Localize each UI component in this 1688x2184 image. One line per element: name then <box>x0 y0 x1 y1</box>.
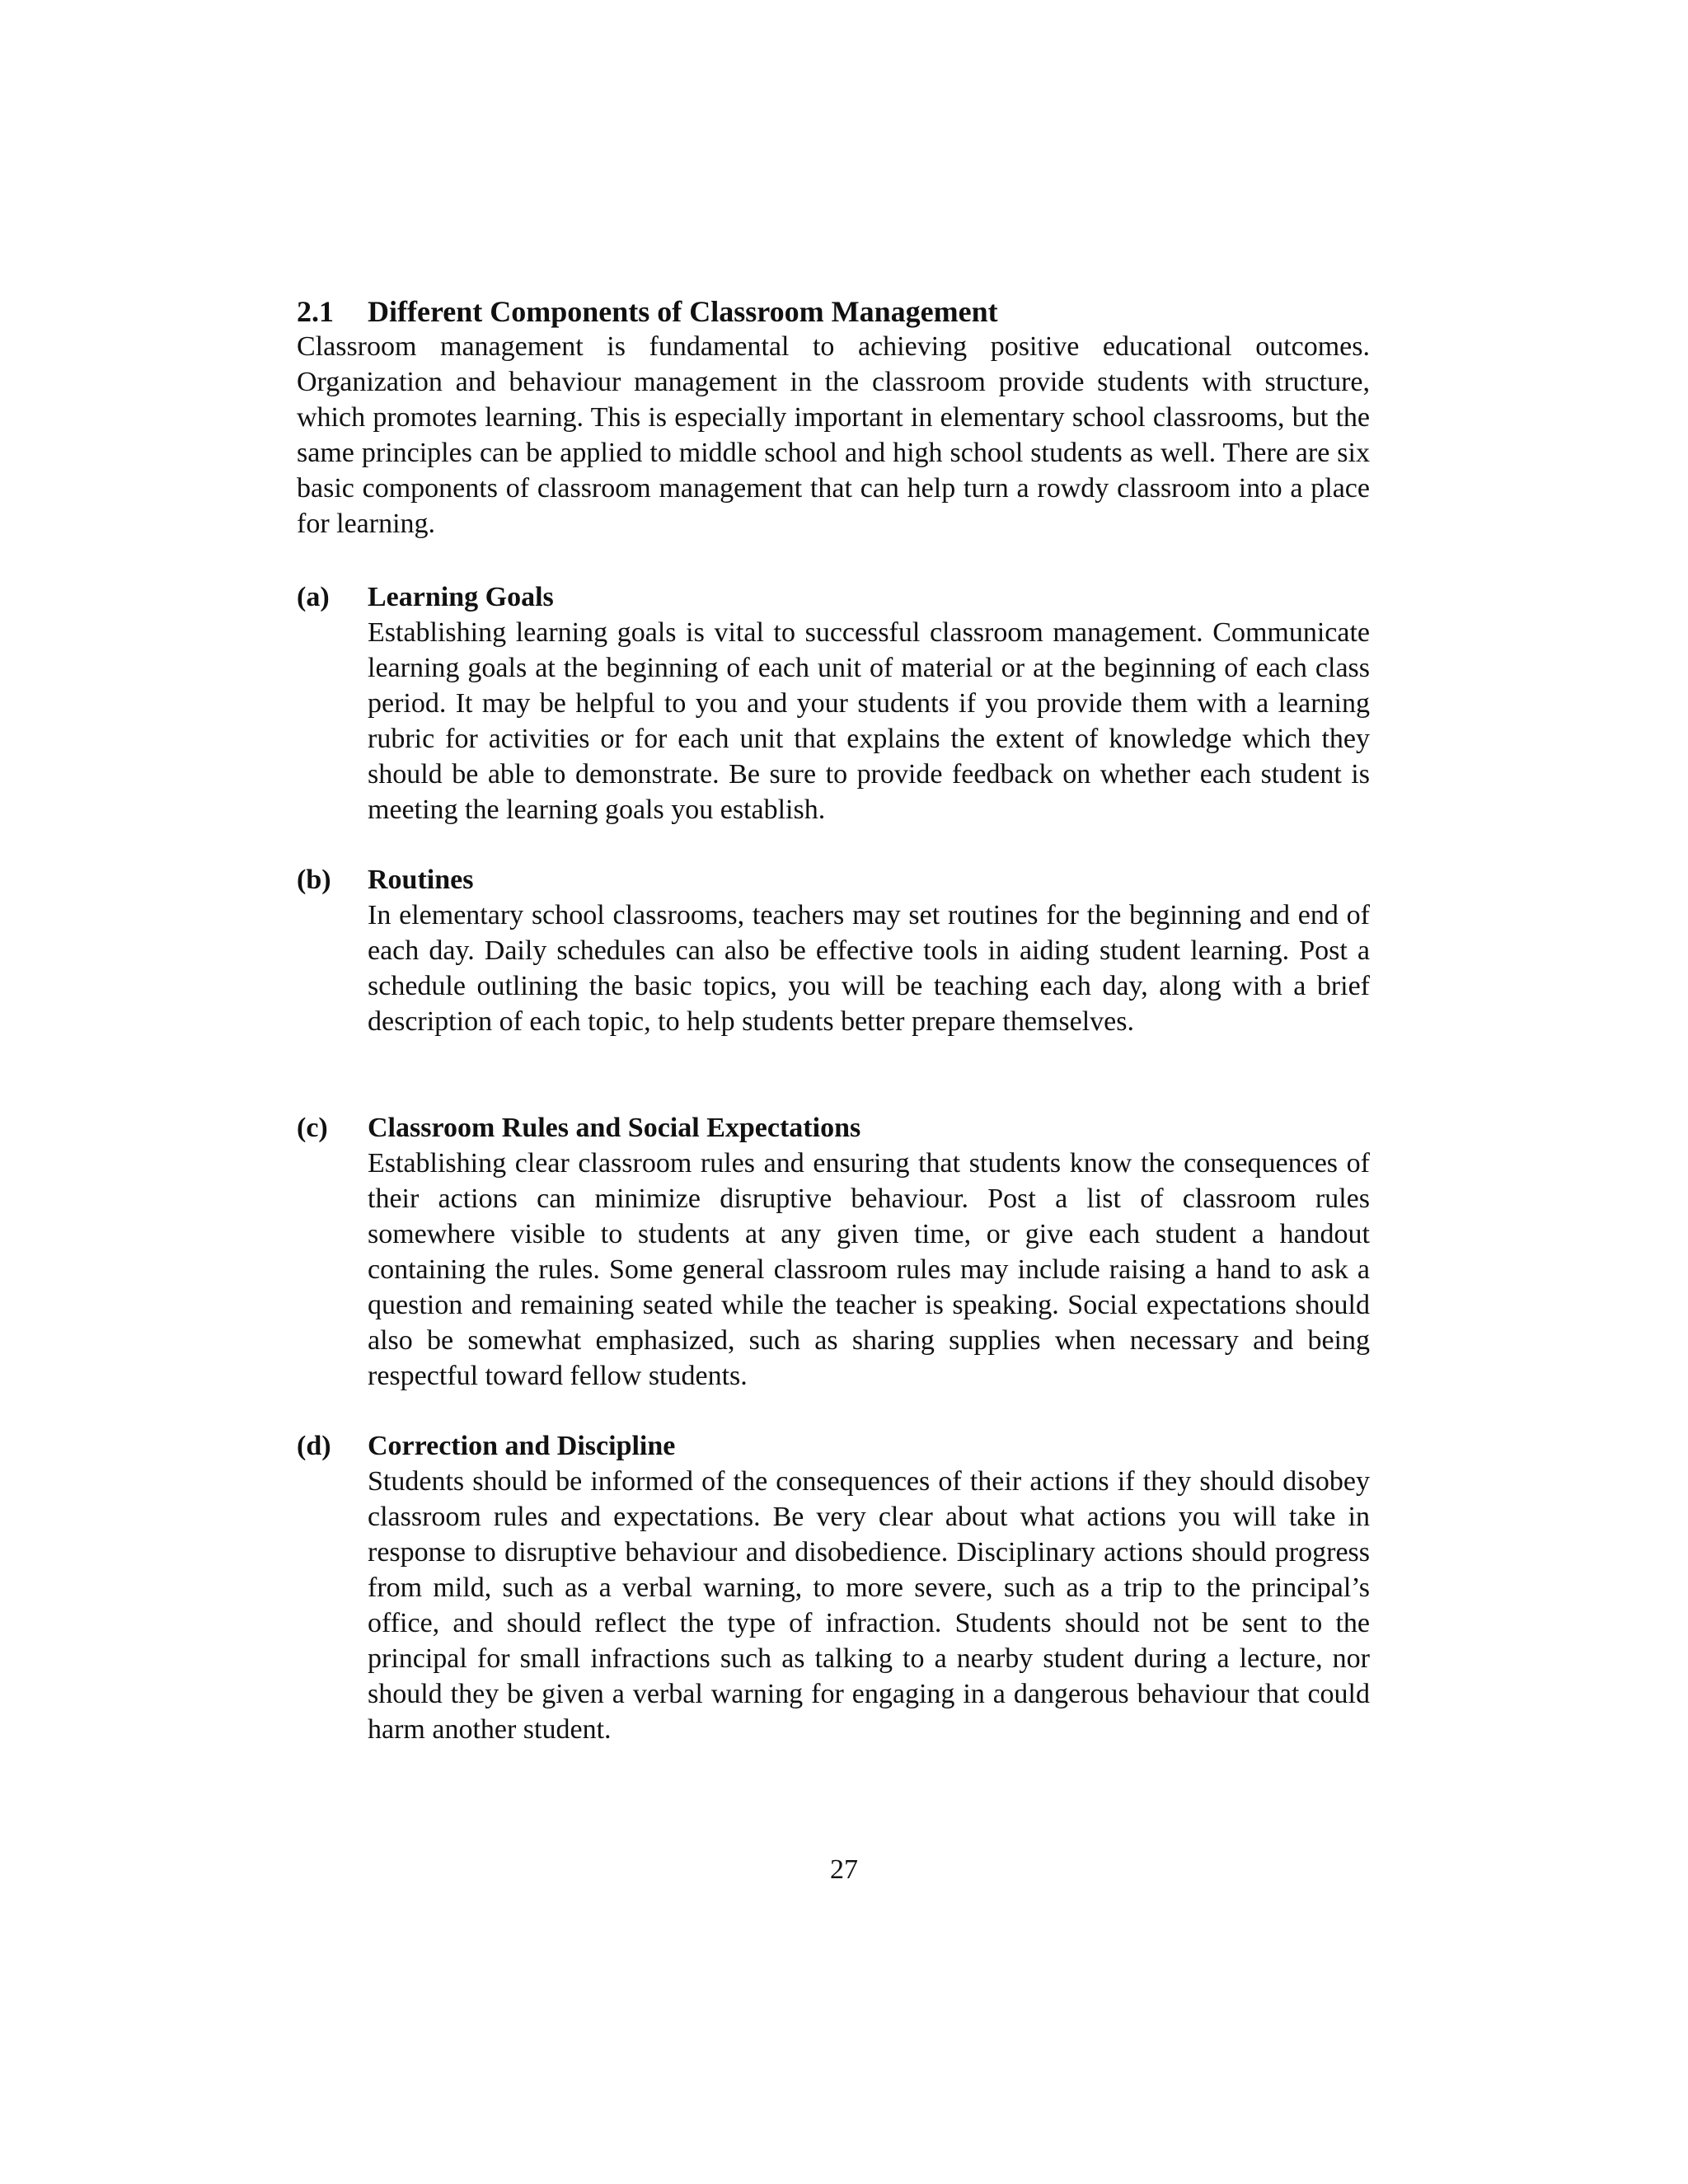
item-label: (a) <box>297 582 330 612</box>
intro-paragraph: Classroom management is fundamental to achieving positive educational outcomes. Organization and behaviour management in the classroom provide students with structure, which promotes learning. This is especially important in elementary school classrooms, but the same principles can be applied to middle school and high school students as well. There are six basic components of classroom management that can help turn a rowdy classroom into a place for learning. <box>297 331 1370 539</box>
item-text: Establishing learning goals is vital to successful classroom management. Communicate learning goals at the beginning of each unit of material or at the beginning of each class period. It may be helpful to you and your students if you provide them with a learning rubric for activities or for each unit that explains the extent of knowledge which they should be able to demonstrate. Be sure to provide feedback on whether each student is meeting the learning goals you establish. <box>368 617 1370 825</box>
section-number: 2.1 <box>297 295 334 328</box>
item-text: Establishing clear classroom rules and ensuring that students know the consequences of their actions can minimize disruptive behaviour. Post a list of classroom rules somewhere visible to students at any given time, or give each student a handout containing the rules. Some general classroom rules may include raising a hand to ask a question and remaining seated while the teacher is speaking. Social expectations should also be somewhat emphasized, such as sharing supplies when necessary and being respectful toward fellow students. <box>368 1148 1370 1391</box>
item-title: Correction and Discipline <box>368 1431 676 1461</box>
section-heading <box>297 293 998 330</box>
page-number: 27 <box>830 1854 858 1885</box>
item-text: Students should be informed of the consequences of their actions if they should disobey classroom rules and expectations. Be very clear about what actions you will take in response to disruptive behaviour and disobedience. Disciplinary actions should progress from mild, such as a verbal warning, to more severe, such as a trip to the principal’s office, and should reflect the type of infraction. Students should not be sent to the principal for small infractions such as talking to a nearby student during a lecture, nor should they be given a verbal warning for engaging in a dangerous behaviour that could harm another student. <box>368 1466 1370 1745</box>
item-label: (c) <box>297 1113 328 1143</box>
item-title: Classroom Rules and Social Expectations <box>368 1113 861 1143</box>
item-title: Learning Goals <box>368 582 554 612</box>
item-label: (b) <box>297 865 331 895</box>
item-label: (d) <box>297 1431 331 1461</box>
item-text: In elementary school classrooms, teachers may set routines for the beginning and end of each day. Daily schedules can also be effective tools in aiding student learning. Post a schedule outlining the basic topics, you will be teaching each day, along with a brief description of each topic, to help students better prepare themselves. <box>368 900 1370 1037</box>
item-title: Routines <box>368 865 474 895</box>
section-title: Different Components of Classroom Management <box>368 295 998 328</box>
